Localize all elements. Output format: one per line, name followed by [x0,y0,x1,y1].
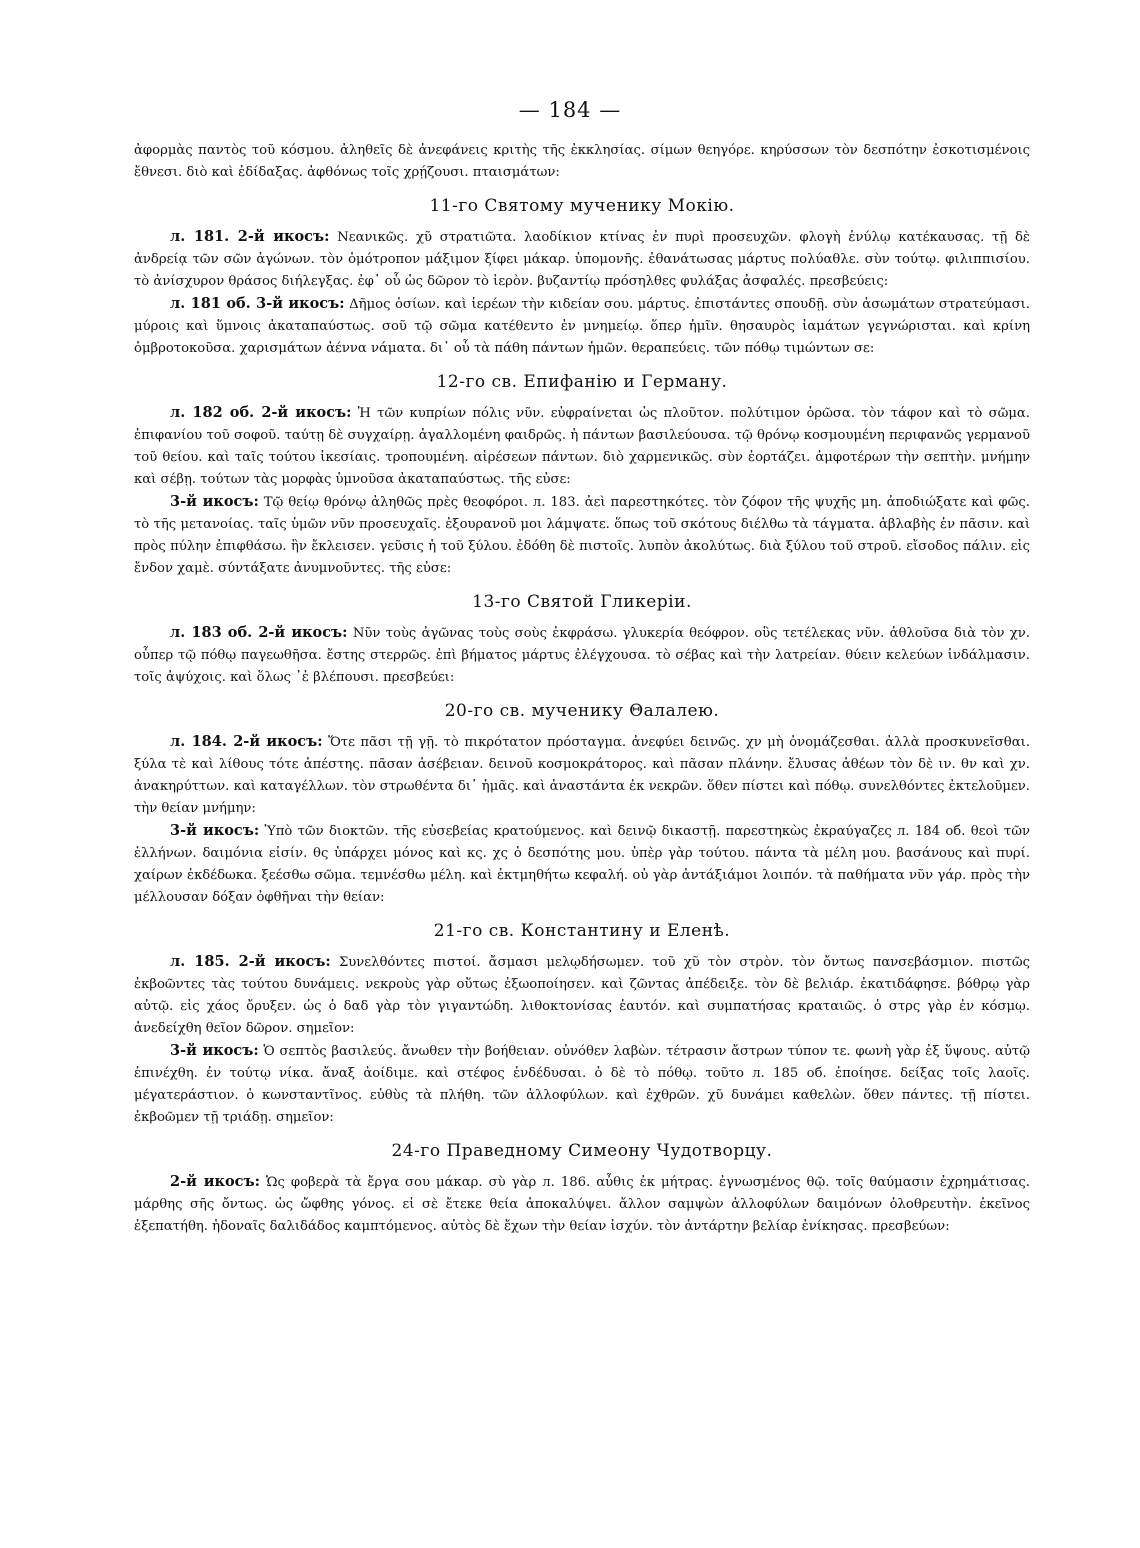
paragraph-text: Ὑπὸ τῶν διοκτῶν. τῆς εὐσεβείας κρατούμενος. καὶ δεινῷ δικαστῇ. παρεστηκὼς ἐκραύγαζες л. 184 об. θεοὶ τῶν ἑλλήνων. δαιμόνια εἰσίν. θς ὑπάρχει μόνος καὶ κς. χς ὁ δεσπότης μου. ὑπὲρ γὰρ τούτου. πάντα τὰ μέλη μου. βασάνους καὶ πυρί. χαίρων ἐκδέδωκα. ξεέσθω σῶμα. τεμνέσθω μέλη. καὶ ἐκτμηθήτω κεφαλή. οὐ γὰρ ἀντάξιάμοι λοιπόν. τὰ παθήματα νῦν γάρ. πρὸς τὴν μέλλουσαν δόξαν ὀφθῆναι τὴν θείαν: [134,824,1030,905]
paragraph-text: Νῦν τοὺς ἀγῶνας τοὺς σοὺς ἐκφράσω. γλυκερία θεόφρον. οὓς τετέλεκας νῦν. ἀθλοῦσα διὰ τὸν χν. οὗπερ τῷ πόθῳ παγεωθῆσα. ἔστης στερρῶς. ἐπὶ βήματος μάρτυς ἐλέγχουσα. τὸ σέβας καὶ τὴν λατρείαν. θύειν κελεύων ἰνδάλμασιν. τοῖς ἀψύχοις. καὶ ὅλως ᾽ἐ βλέπουσι. πρεσβεύει: [134,626,1030,685]
paragraph [134,402,1030,491]
paragraph-text: Δῆμος ὁσίων. καὶ ἱερέων τὴν κιδείαν σου. μάρτυς. ἐπιστάντες σπουδῇ. σὺν ἀσωμάτων στρατεύμασι. μύροις καὶ ὕμνοις ἀκαταπαύστως. σοῦ τῷ σῶμα κατέθεντο ἐν μνημείῳ. ὅπερ ἡμῖν. θησαυρὸς ἰαμάτων γεγνώρισται. καὶ κρίνη ὀμβροτοκοῦσα. χαρισμάτων ἀέννα νάματα. δι᾽ οὗ τὰ πάθη πάντων ἡμῶν. θεραπεύεις. τῶν πόθῳ τιμώντων σε: [134,297,1030,356]
section-glykeria [134,580,1030,689]
paragraph-label: л. 185. 2-й икосъ: [170,953,331,970]
paragraph-label: л. 183 об. 2-й икосъ: [170,624,348,641]
paragraph-label: л. 182 об. 2-й икосъ: [170,404,352,421]
paragraph-text: Ὁ σεπτὸς βασιλεύς. ἄνωθεν τὴν βοήθειαν. οὐνόθεν λαβὼν. τέτρασιν ἄστρων τύπον τε. φωνὴ γὰρ ἐξ ὕψους. αὐτῷ ἐπινέχθη. ἐν τούτῳ νίκα. ἄναξ ἀοίδιμε. καὶ στέφος ἐνδέδυσαι. ὁ δὲ τὸ πόθῳ. τοῦτο л. 185 об. ἐποίησε. δείξας τοῖς λαοῖς. μέγατεράστιον. ὁ κωνσταντῖνος. εὐθὺς τὰ πλήθη. τῶν ἀλλοφύλων. καὶ ἐχθρῶν. χῦ δυνάμει καθελὼν. ὅθεν πάντες. τῇ πίστει. ἐκβοῶμεν τῇ τριάδῃ. σημεῖον: [134,1044,1030,1125]
section-constantine-helen [134,909,1030,1129]
continuation-block [134,140,1030,184]
paragraph [134,226,1030,293]
page-number: — 184 — [518,98,622,122]
section-heading: 13-го Святой Гликеріи. [472,592,692,612]
section-mokius [134,184,1030,360]
paragraph [134,491,1030,580]
section-thalalaeus [134,689,1030,909]
section-symeon [134,1129,1030,1238]
paragraph-label: 2-й икосъ: [170,1173,260,1190]
paragraph-text: ἀφορμὰς παντὸς τοῦ κόσμου. ἀληθεῖς δὲ ἀνεφάνεις κριτὴς τῆς ἐκκλησίας. σίμων θεηγόρε. κηρύσσων τὸν δεσπότην ἐσκοτισμένοις ἔθνεσι. διὸ καὶ ἐδίδαξας. ἀφθόνως τοῖς χρῄζουσι. πταισμάτων: [134,143,1030,180]
paragraph-text: Νεανικῶς. χῦ στρατιῶτα. λαοδίκιον κτίνας ἐν πυρὶ προσευχῶν. φλογὴ ἐνύλῳ κατέκαυσας. τῇ δὲ ἀνδρείᾳ τῶν σῶν ἀγώνων. τὸν ὁμότροπον μάξιμον ξίφει μάκαρ. ὑπομονῆς. ἐθανάτωσας μάρτυς πολύαθλε. σὺν τούτῳ. φιλιππισίου. τὸ ἀνίσχυρον θράσος διήλεγξας. ἐφ᾽ οὗ ὡς δῶρον τὸ ἱερὸν. βυζαντίῳ πρόσηλθες φυλάξας ἀσφαλές. πρεσβεύεις: [134,230,1030,289]
section-heading: 11-го Святому мученику Мокію. [429,196,735,216]
paragraph-label: 3-й икосъ: [170,822,260,839]
paragraph-text: Ἡ τῶν κυπρίων πόλις νῦν. εὐφραίνεται ὡς πλοῦτον. πολύτιμον ὁρῶσα. τὸν τάφον καὶ τὸ σῶμα. ἐπιφανίου τοῦ σοφοῦ. ταύτῃ δὲ συγχαίρῃ. ἀγαλλομένη φαιδρῶς. ἡ πάντων βασιλεύουσα. τῷ θρόνῳ κοσμουμένη περιφανῶς γερμανοῦ τοῦ θείου. καὶ ταῖς τούτου ἱκεσίαις. τροπουμένη. αἱρέσεων πάντων. διὸ χαρμενικῶς. σὺν ἑορτάζει. ἀμφοτέρων τὴν σεπτὴν. μνήμην καὶ σέβῃ. τούτων τὰς μορφὰς ὑμνοῦσα ἀκαταπαύστως. τῆς εὐσε: [134,406,1030,487]
page-content [134,140,1030,1238]
paragraph-label: л. 181. 2-й икосъ: [170,228,330,245]
paragraph-text: Ὅτε πᾶσι τῇ γῇ. τὸ πικρότατον πρόσταγμα. ἀνεφύει δεινῶς. χν μὴ ὀνομάζεσθαι. ἀλλὰ προσκυνεῖσθαι. ξύλα τὲ καὶ λίθους τότε ἀπέστης. πᾶσαν ἀσέβειαν. δεινοῦ κοσμοκράτορος. καὶ πᾶσαν πλάνην. ἔλυσας ἀθέων τὸν δὲ ιν. θν καὶ χν. ἀνακηρύττων. καὶ καταγέλλων. τὸν στρωθέντα δι᾽ ἡμᾶς. καὶ ἀναστάντα ἐκ νεκρῶν. ὅθεν πίστει καὶ πόθῳ. συνελθόντες ἐκτελοῦμεν. τὴν θείαν μνήμην: [134,735,1031,816]
paragraph-text: Συνελθόντες πιστοί. ἄσμασι μελῳδήσωμεν. τοῦ χῦ τὸν στρὸν. τὸν ὄντως πανσεβάσμιον. πιστῶς ἐκβοῶντες τὰς τούτου δυνάμεις. νεκροὺς γὰρ οὕτως ἐξωοποίησεν. καὶ ζῶντας ἀπέδειξε. τὸν δὲ βελιάρ. ἐκατιδάφησε. βόθρῳ γὰρ αὐτῷ. εἰς χάος ὄρυξεν. ὡς ὁ δαδ γὰρ τὸν γιγαντώδη. λιθοκτονίσας ἑαυτόν. καὶ συμπατήσας κραταιῶς. ὁ στρς γὰρ ἐν κόσμῳ. ἀνεδείχθη θεῖον δῶρον. σημεῖον: [134,955,1030,1036]
paragraph [134,140,1030,184]
paragraph [134,1040,1030,1129]
section-heading: 24-го Праведному Симеону Чудотворцу. [391,1141,773,1161]
paragraph-label: 3-й икосъ: [170,1042,259,1059]
section-heading: 12-го св. Епифанію и Герману. [436,372,728,392]
paragraph-text: Ὡς φοβερὰ τὰ ἔργα σου μάκαρ. σὺ γὰρ л. 186. αὖθις ἐκ μήτρας. ἐγνωσμένος θῷ. τοῖς θαύμασιν ἐχρημάτισας. μάρθης σῆς ὄντως. ὡς ὤφθης γόνος. εἰ σὲ ἔτεκε θεία ἀποκαλύψει. ἄλλον σαμψὼν ἀλλοφύλων δαιμόνων ὀλοθρευτὴν. ἐκεῖνος ἐξεπατήθη. ἡδοναῖς δαλιδάδος καμπτόμενος. αὐτὸς δὲ ἔχων τὴν θείαν ἰσχύν. τὸν ἀντάρτην βελίαρ ἐνίκησας. πρεσβεύων: [134,1175,1030,1234]
paragraph-text: Τῷ θείῳ θρόνῳ ἀληθῶς πρὲς θεοφόροι. л. 183. ἀεὶ παρεστηκότες. τὸν ζόφον τῆς ψυχῆς μη. ἀποδιώξατε καὶ φῶς. τὸ τῆς μετανοίας. ταῖς ὑμῶν νῦν προσευχαῖς. ἐξουρανοῦ μοι λάμψατε. ὅπως τοῦ σκότους διέλθω τὰ τάγματα. ἀβλαβὴς ἐν πᾶσιν. καὶ πρὸς πύλην ἐπιφθάσω. ἣν ἔκλεισεν. γεῦσις ἡ τοῦ ξύλου. ἐδόθη δὲ πιστοῖς. λυπὸν ἀκολύτως. διὰ ξύλου τοῦ στροῦ. εἴσοδος πάλιν. εἰς ἔνδον χαμὲ. σύντάξατε ἀνυμνοῦντες. τῆς εὐσε: [134,495,1030,576]
paragraph [134,622,1030,689]
paragraph [134,1171,1030,1238]
paragraph [134,293,1030,360]
paragraph-label: л. 181 об. 3-й икосъ: [170,295,345,312]
paragraph-label: л. 184. 2-й икосъ: [170,733,323,750]
section-heading: 20-го св. мученику Θалалею. [444,701,720,721]
paragraph [134,820,1030,909]
section-heading: 21-го св. Константину и Еленѣ. [433,921,731,941]
paragraph-label: 3-й икосъ: [170,493,259,510]
paragraph [134,951,1030,1040]
paragraph [134,731,1030,820]
section-epiphanius-germanus [134,360,1030,580]
